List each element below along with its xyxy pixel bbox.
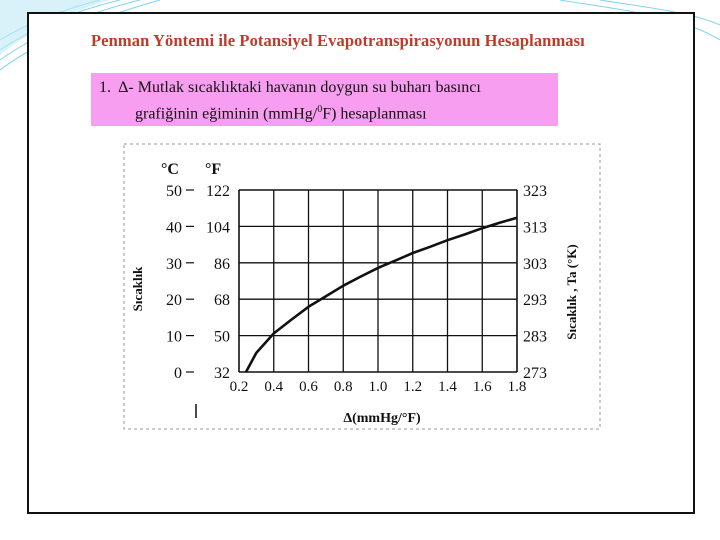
left-unit-c: °C <box>161 161 179 178</box>
y-tick-label-kelvin: 323 <box>523 183 547 200</box>
left-unit-f: °F <box>205 161 222 178</box>
y-tick-label-celsius: 30 <box>166 255 182 273</box>
x-tick-label: 1.4 <box>438 379 457 395</box>
x-tick-label: 1.2 <box>403 379 423 395</box>
x-tick-label: 0.2 <box>229 379 249 395</box>
y-tick-label-celsius: 50 <box>166 183 182 200</box>
x-axis-label: Δ(mmHg/°F) <box>343 411 421 426</box>
y-tick-label-fahrenheit: 68 <box>214 292 230 310</box>
x-tick-label: 0.8 <box>333 379 353 395</box>
y-tick-label-celsius: 0 <box>174 365 182 382</box>
x-tick-label: 1.6 <box>472 379 492 395</box>
y-tick-label-celsius: 20 <box>166 292 182 310</box>
y-tick-label-fahrenheit: 104 <box>206 219 230 237</box>
slide-title: Penman Yöntemi ile Potansiyel Evapotranspirasyonun Hesaplanması <box>91 31 585 50</box>
y-tick-label-fahrenheit: 122 <box>206 183 230 200</box>
x-tick-label: 0.4 <box>264 379 284 395</box>
saturation-vapor-slope-chart <box>120 141 605 431</box>
step-highlight-box <box>91 73 558 126</box>
y-tick-label-kelvin: 273 <box>523 365 547 382</box>
right-axis-label: Sıcaklık , Ta (°K) <box>564 244 579 340</box>
y-tick-label-celsius: 10 <box>166 328 182 346</box>
step-text-line-2-suffix: F) hesaplanması <box>322 105 427 123</box>
step-text-line-2-prefix: grafiğinin eğiminin (mmHg/ <box>135 105 318 123</box>
step-line-1 <box>99 77 558 99</box>
step-text-line-2-sup: 0 <box>317 104 323 115</box>
y-tick-label-kelvin: 283 <box>523 328 547 346</box>
y-tick-label-fahrenheit: 32 <box>214 365 230 382</box>
x-tick-label: 1.0 <box>368 379 388 395</box>
step-line-2 <box>99 99 558 125</box>
y-tick-label-kelvin: 293 <box>523 292 547 310</box>
step-number: 1. <box>99 79 111 96</box>
y-tick-label-fahrenheit: 86 <box>214 255 230 273</box>
y-tick-label-kelvin: 313 <box>523 219 547 237</box>
y-tick-label-kelvin: 303 <box>523 255 547 273</box>
x-tick-label: 0.6 <box>299 379 318 395</box>
left-axis-label: Sıcaklık <box>130 266 145 312</box>
y-tick-label-celsius: 40 <box>166 219 182 237</box>
x-tick-label: 1.8 <box>507 379 527 395</box>
y-tick-label-fahrenheit: 50 <box>214 328 230 346</box>
step-text-line-1: Δ- Mutlak sıcaklıktaki havanın doygun su buharı basıncı <box>118 79 481 96</box>
